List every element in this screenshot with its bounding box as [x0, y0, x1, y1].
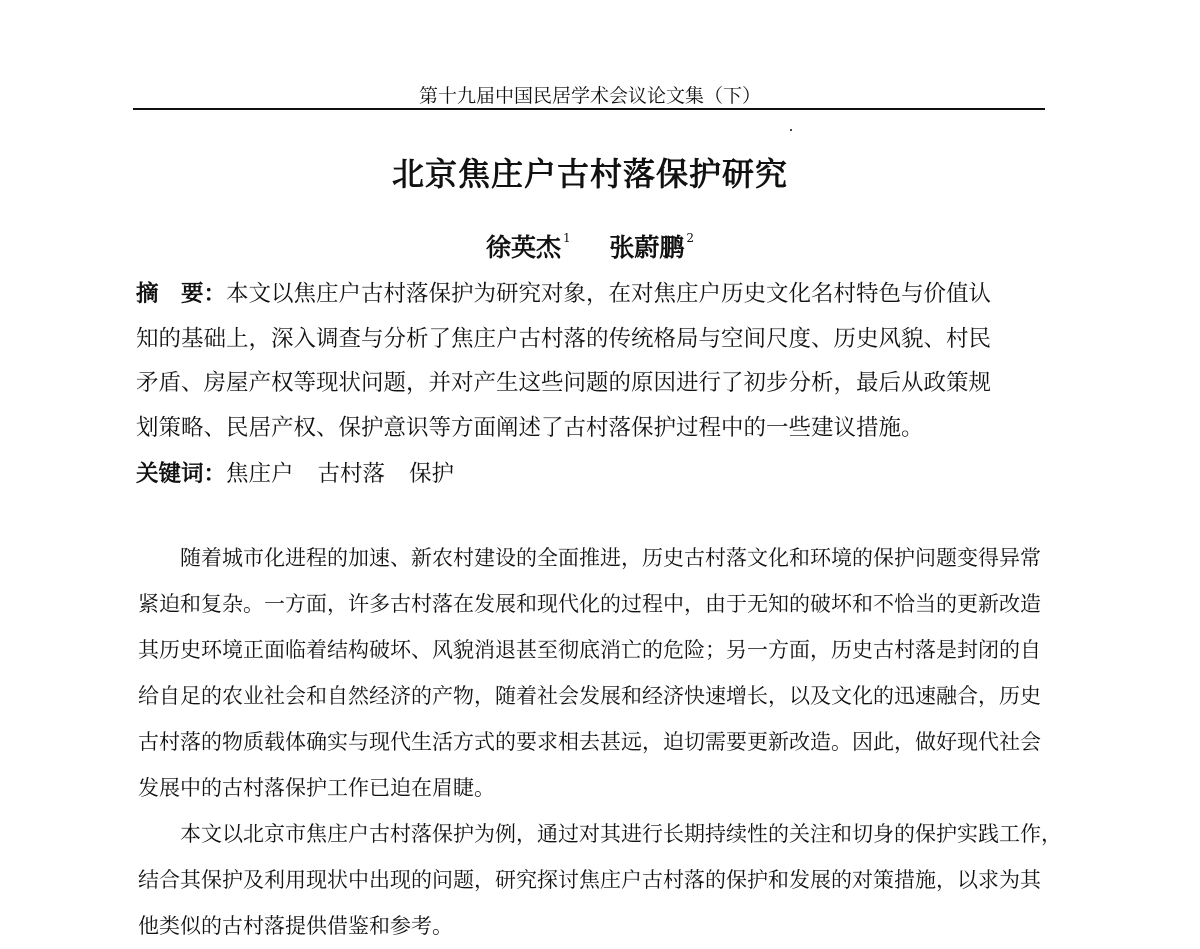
- abstract-line-4: 划策略、民居产权、保护意识等方面阐述了古村落保护过程中的一些建议措施。: [136, 414, 924, 441]
- paper-title: 北京焦庄户古村落保护研究: [391, 155, 788, 193]
- body-p1-line-1: 随着城市化进程的加速、新农村建设的全面推进，历史古村落文化和环境的保护问题变得异常: [180, 546, 1041, 570]
- author-list: [135, 220, 1045, 266]
- abstract-text-1: 本文以焦庄户古村落保护为研究对象，在对焦庄户历史文化名村特色与价值认: [226, 281, 992, 307]
- author-2: [609, 233, 694, 262]
- author-1-affiliation-mark: 1: [563, 231, 571, 245]
- author-1: [486, 233, 571, 262]
- body-p1-line-3: 其历史环境正面临着结构破坏、风貌消退甚至彻底消亡的危险；另一方面，历史古村落是封闭的自: [138, 638, 1041, 662]
- running-head: 第十九届中国民居学术会议论文集（下）: [418, 85, 761, 107]
- abstract-line-1: [136, 272, 1048, 317]
- body-p1-line-4: 给自足的农业社会和自然经济的产物，随着社会发展和经济快速增长，以及文化的迅速融合，历史: [138, 684, 1041, 708]
- abstract-line-3: 矛盾、房屋产权等现状问题，并对产生这些问题的原因进行了初步分析，最后从政策规: [136, 370, 992, 396]
- author-1-name: 徐英杰: [485, 233, 561, 262]
- abstract-label: 摘 要：: [136, 281, 227, 307]
- keywords: [136, 452, 1048, 496]
- abstract-line-2: 知的基础上，深入调查与分析了焦庄户古村落的传统格局与空间尺度、历史风貌、村民: [136, 325, 992, 352]
- abstract: [136, 272, 1048, 450]
- author-2-affiliation-mark: 2: [686, 231, 695, 245]
- keywords-label: 关键词：: [136, 461, 227, 487]
- body-p2-line-2: 结合其保护及利用现状中出现的问题，研究探讨焦庄户古村落的保护和发展的对策措施，以求为其: [138, 868, 1041, 892]
- keyword-2: 古村落: [317, 461, 386, 487]
- body-p2-line-3: 他类似的古村落提供借鉴和参考。: [138, 914, 453, 938]
- body-p2-line-1: 本文以北京市焦庄户古村落保护为例，通过对其进行长期持续性的关注和切身的保护实践工作，: [180, 822, 1062, 846]
- header-rule: [133, 108, 1045, 110]
- keyword-1: 焦庄户: [226, 461, 294, 487]
- author-2-name: 张蔚鹏: [609, 233, 685, 262]
- keyword-3: 保护: [409, 461, 455, 487]
- body-p1-line-6: 发展中的古村落保护工作已迫在眉睫。: [138, 776, 495, 800]
- body-p1-line-2: 紧迫和复杂。一方面，许多古村落在发展和现代化的过程中，由于无知的破坏和不恰当的更新改造: [138, 592, 1041, 616]
- scan-speck: [790, 129, 792, 131]
- body-p1-line-5: 古村落的物质载体确实与现代生活方式的要求相去甚远，迫切需要更新改造。因此，做好现代社会: [138, 730, 1041, 754]
- body-text: [138, 535, 1062, 949]
